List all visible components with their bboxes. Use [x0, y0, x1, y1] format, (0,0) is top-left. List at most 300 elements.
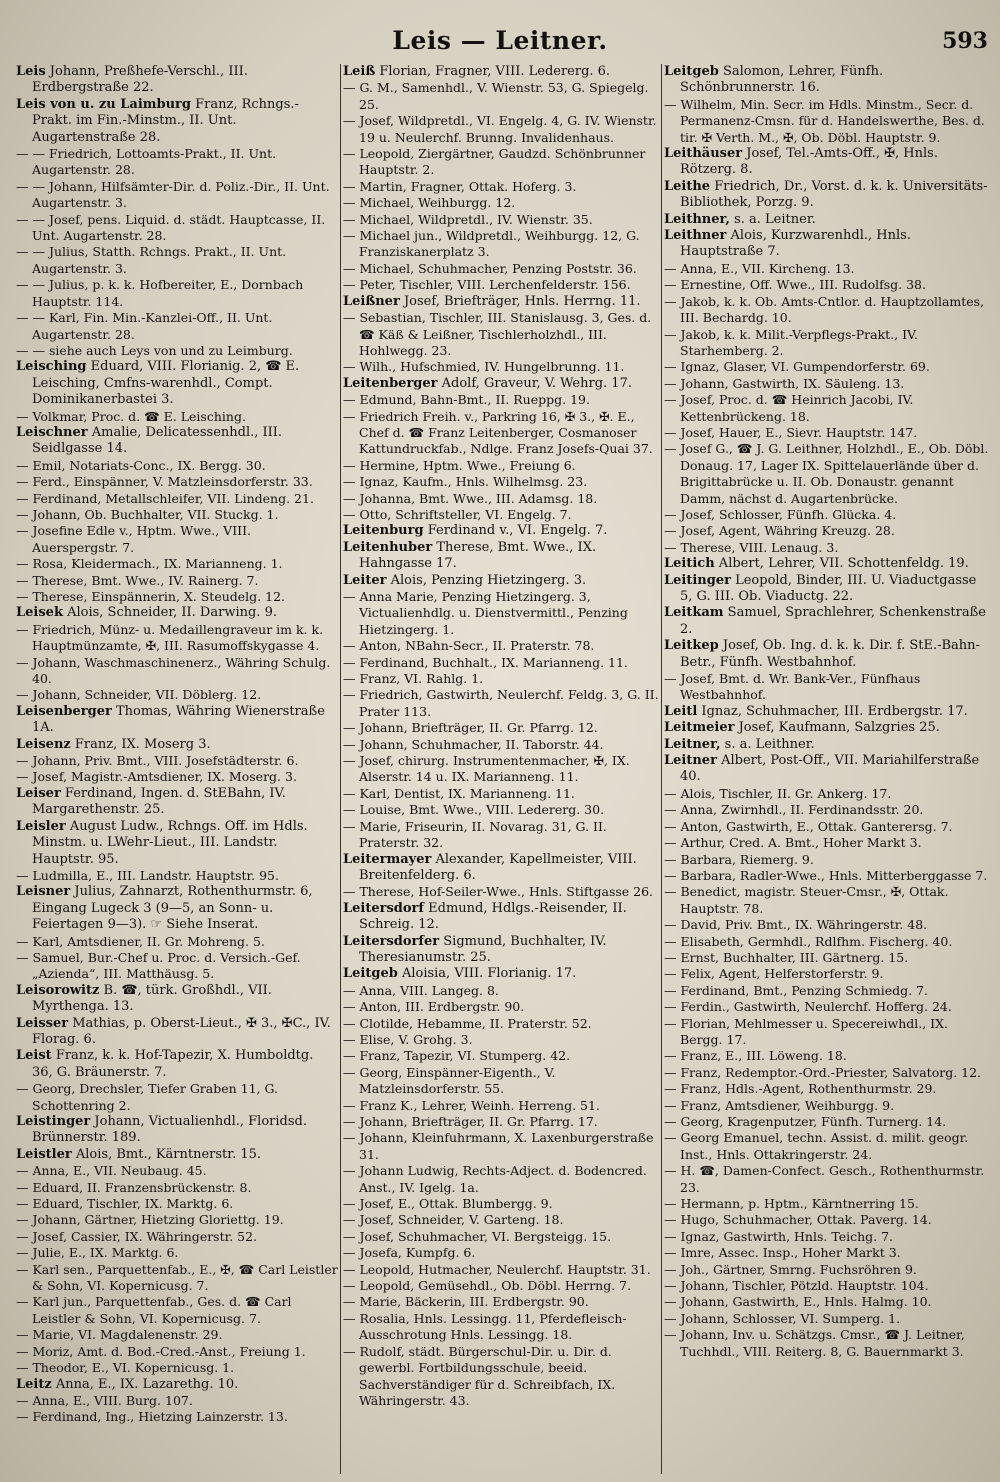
entry-details: — H. ☎, Damen-Confect. Gesch., Rothenthurmstr. 23. [664, 1163, 985, 1195]
entry-details: — Moriz, Amt. d. Bod.-Cred.-Anst., Freiung 1. [16, 1343, 306, 1359]
entry-surname: Leisenz [16, 736, 71, 752]
entry-details: Adolf, Graveur, V. Wehrg. 17. [437, 375, 632, 391]
entry-details: — Johann, Briefträger, II. Gr. Pfarrg. 17. [343, 1114, 598, 1129]
entry-details: — Johann, Schneider, VII. Döblerg. 12. [16, 687, 262, 703]
entry-details: — Johann, Schuhmacher, II. Taborstr. 44. [343, 736, 604, 752]
entry-details: — Josef, Schneider, V. Garteng. 18. [343, 1212, 564, 1228]
entry-details: — Josef, E., Ottak. Blumbergg. 9. [343, 1196, 553, 1212]
directory-entry [16, 1048, 338, 1081]
entry-details: Franz, k. k. Hof-Tapezir, X. Humboldtg. 36, G. Bräunerstr. 7. [32, 1048, 314, 1080]
entry-details: — Felix, Agent, Helferstorferstr. 9. [664, 966, 884, 982]
column-1 [16, 64, 338, 1474]
entry-details: — Leopold, Gemüsehdl., Ob. Döbl. Herrng. 7. [343, 1278, 632, 1294]
entry-details: — Eduard, II. Franzensbrückenstr. 8. [16, 1179, 252, 1195]
directory-entry [664, 1294, 990, 1310]
entry-details: — Marie, Friseurin, II. Novarag. 31, G. II. Praterstr. 32. [343, 818, 607, 851]
entry-details: — Louise, Bmt. Wwe., VIII. Ledererg. 30. [343, 802, 605, 818]
directory-entry [664, 786, 990, 802]
entry-details: Mathias, p. Oberst-Lieut., ✠ 3., ✠C., IV. Florag. 6. [32, 1015, 331, 1047]
entry-details: Johann, Preßhefe-Verschl., III. Erdbergstraße 22. [32, 64, 248, 96]
directory-entry [16, 212, 338, 245]
entry-details: Josef, Ob. Ing. d. k. k. Dir. f. StE.-Bahn-Betr., Fünfh. Westbahnhof. [680, 638, 980, 670]
entry-details: — Karl, Dentist, IX. Marianneng. 11. [343, 785, 575, 801]
entry-details: — Ferdinand, Ing., Hietzing Lainzerstr. 13. [16, 1409, 288, 1425]
directory-entry [343, 409, 659, 458]
entry-details: — Otto, Schriftsteller, VI. Engelg. 7. [343, 506, 572, 522]
directory-entry [343, 491, 659, 507]
directory-entry [343, 1262, 659, 1278]
entry-details: — Franz, Hdls.-Agent, Rothenthurmstr. 29. [664, 1081, 937, 1097]
entry-surname: Leißner [343, 293, 400, 309]
entry-details: — Johann, Schlosser, VI. Sumperg. 1. [664, 1310, 901, 1326]
directory-entry [664, 179, 990, 212]
entry-surname: Leitner [664, 753, 717, 769]
column-3 [664, 64, 990, 1474]
directory-entry [664, 1098, 990, 1114]
entry-details: — Josef, chirurg. Instrumentenmacher, ✠, IX. Alserstr. 14 u. IX. Marianneng. 11. [343, 753, 630, 785]
entry-details: Johann, Victualienhdl., Floridsd. Brünnerstr. 189. [32, 1114, 307, 1146]
entry-details: — Friedrich, Gastwirth, Neulerchf. Feldg. 3, G. II. Prater 113. [343, 687, 659, 719]
directory-entry [664, 392, 990, 425]
directory-entry [343, 310, 659, 359]
directory-entry [664, 228, 990, 261]
entry-surname: Leitermayer [343, 851, 432, 867]
entry-details: — Johann, Gastwirth, E., Hnls. Halmg. 10. [664, 1294, 932, 1310]
directory-entry [16, 819, 338, 868]
directory-entry [343, 392, 659, 408]
directory-entry [16, 97, 338, 146]
directory-entry [664, 704, 990, 720]
directory-entry [16, 310, 338, 343]
entry-details: — Franz, VI. Rahlg. 1. [343, 671, 484, 687]
directory-entry [16, 1081, 338, 1114]
entry-details: — Josef, Wildpretdl., VI. Engelg. 4, G. IV. Wienstr. 19 u. Neulerchf. Brunng. Invalidenhaus. [343, 113, 657, 145]
entry-details: — Florian, Mehlmesser u. Specereiwhdl., IX. Bergg. 17. [664, 1015, 948, 1047]
directory-entry [664, 1262, 990, 1278]
entry-details: — Ferd., Einspänner, V. Matzleinsdorferstr. 33. [16, 474, 313, 490]
directory-entry [343, 507, 659, 523]
directory-entry [16, 884, 338, 933]
directory-entry [664, 212, 990, 228]
entry-details: B. ☎, türk. Großhdl., VII. Myrthenga. 13. [32, 982, 272, 1015]
directory-entry [16, 425, 338, 458]
directory-entry [16, 769, 338, 785]
directory-entry [16, 655, 338, 688]
directory-entry [16, 1163, 338, 1179]
directory-entry [16, 1212, 338, 1228]
entry-details: — Johann, Kleinfuhrmann, X. Laxenburgerstraße 31. [343, 1130, 654, 1162]
directory-entry [664, 917, 990, 933]
entry-details: — Friedrich Freih. v., Parkring 16, ✠ 3., ✠. E., Chef d. ☎ Franz Leitenberger, Cosmanoser Kattundruckfab., Ndlge. Franz Josefs-Quai 37. [343, 408, 653, 457]
entry-surname: Leitkep [664, 638, 719, 654]
directory-entry [664, 277, 990, 293]
directory-entry [343, 687, 659, 720]
directory-entry [664, 97, 990, 146]
entry-details: Alois, Bmt., Kärntnerstr. 15. [71, 1146, 262, 1162]
directory-entry [664, 852, 990, 868]
directory-entry [343, 1032, 659, 1048]
entry-details: — Georg Emanuel, techn. Assist. d. milit. geogr. Inst., Hnls. Ottakringerstr. 24. [664, 1130, 969, 1162]
entry-details: — Anton, III. Erdbergstr. 90. [343, 999, 525, 1015]
entry-details: — Samuel, Bur.-Chef u. Proc. d. Versich.-Gef. „Azienda“, III. Matthäusg. 5. [16, 949, 301, 982]
entry-details: — Sebastian, Tischler, III. Stanislausg. 3, Ges. d. ☎ Käß & Leißner, Tischlerholzhdl., III. Hohlwegg. 23. [343, 310, 652, 358]
directory-entry [664, 1081, 990, 1097]
entry-details: — Johann, Gastwirth, IX. Säuleng. 13. [664, 375, 905, 391]
directory-entry [343, 638, 659, 654]
directory-entry [664, 999, 990, 1015]
entry-details: — Rosalia, Hnls. Lessingg. 11, Pferdefleisch-Ausschrotung Hnls. Lessingg. 18. [343, 1310, 627, 1343]
directory-entry [16, 179, 338, 212]
directory-entry [16, 64, 338, 97]
entry-details: — Johann, Tischler, Pötzld. Hauptstr. 104. [664, 1278, 929, 1294]
entry-details: — Peter, Tischler, VIII. Lerchenfelderstr. 156. [343, 277, 631, 293]
entry-details: — Therese, VIII. Lenaug. 3. [664, 539, 839, 555]
entry-details: — Martin, Fragner, Ottak. Hoferg. 3. [343, 178, 577, 194]
entry-surname: Leitkam [664, 605, 724, 621]
entry-details: Eduard, VIII. Florianig. 2, ☎ E. Leisching, Cmfns-warenhdl., Compt. Dominikanerbastei 3. [32, 359, 300, 408]
entry-details: — Johann, Ob. Buchhalter, VII. Stuckg. 1. [16, 506, 279, 522]
entry-details: — Franz, Amtsdiener, Weihburgg. 9. [664, 1097, 895, 1113]
directory-entry [16, 983, 338, 1016]
directory-entry [16, 753, 338, 769]
directory-entry [343, 901, 659, 934]
entry-details: — Anna, E., VII. Neubaug. 45. [16, 1163, 207, 1179]
entry-details: — Josef, Schuhmacher, VI. Bergsteigg. 15. [343, 1228, 612, 1244]
directory-entry [16, 573, 338, 589]
entry-details: — Karl, Amtsdiener, II. Gr. Mohreng. 5. [16, 933, 265, 949]
directory-entry [664, 983, 990, 999]
directory-entry [343, 819, 659, 852]
column-divider [340, 64, 341, 1474]
directory-entry [343, 671, 659, 687]
directory-entry [343, 1016, 659, 1032]
directory-entry [343, 277, 659, 293]
entry-details: — Marie, Bäckerin, III. Erdbergstr. 90. [343, 1294, 589, 1310]
entry-details: — Joh., Gärtner, Smrng. Fuchsröhren 9. [664, 1261, 917, 1277]
entry-details: — Ignaz, Glaser, VI. Gumpendorferstr. 69. [664, 359, 930, 375]
entry-surname: Leitenburg [343, 523, 424, 539]
entry-details: — Rosa, Kleidermach., IX. Marianneng. 1. [16, 556, 283, 572]
directory-entry [664, 671, 990, 704]
directory-entry [343, 589, 659, 638]
entry-details: Alexander, Kapellmeister, VIII. Breitenfelderg. 6. [359, 851, 637, 883]
directory-entry [16, 704, 338, 737]
directory-entry [16, 409, 338, 425]
entry-details: — Wilhelm, Min. Secr. im Hdls. Minstm., Secr. d. Permanenz-Cmsn. für d. Handelswerthe, Bes. d. tir. ✠ Verth. M., ✠, Ob. Döbl. Hauptstr. 9. [664, 96, 985, 145]
directory-entry [664, 327, 990, 360]
entry-details: Friedrich, Dr., Vorst. d. k. k. Universitäts-Bibliothek, Porzg. 9. [680, 178, 988, 211]
entry-details: Alois, Schneider, II. Darwing. 9. [62, 605, 277, 621]
entry-details: — Josefine Edle v., Hptm. Wwe., VIII. Auerspergstr. 7. [16, 523, 251, 555]
entry-details: — Emil, Notariats-Conc., IX. Bergg. 30. [16, 457, 266, 473]
entry-surname: Leis [16, 64, 46, 79]
entry-details: — — siehe auch Leys von und zu Leimburg. [16, 342, 293, 358]
entry-surname: Leitich [664, 556, 715, 572]
directory-entry [343, 786, 659, 802]
directory-entry [343, 474, 659, 490]
directory-entry [664, 573, 990, 606]
directory-entry [343, 1229, 659, 1245]
directory-entry [16, 244, 338, 277]
directory-entry [664, 753, 990, 786]
entry-details: — Michael, Schuhmacher, Penzing Poststr. 36. [343, 260, 637, 276]
entry-details: — Friedrich, Münz- u. Medaillengraveur im k. k. Hauptmünzamte, ✠, III. Rasumoffskygasse 4. [16, 621, 324, 654]
directory-entry [664, 802, 990, 818]
entry-details: — Ernestine, Off. Wwe., III. Rudolfsg. 38. [664, 277, 926, 293]
directory-entry [16, 589, 338, 605]
entry-details: — Anna, E., VIII. Burg. 107. [16, 1392, 193, 1408]
directory-entry [664, 605, 990, 638]
page-number: 593 [942, 28, 988, 54]
entry-details: — Ferdin., Gastwirth, Neulerchf. Hofferg. 24. [664, 999, 952, 1015]
directory-entry [664, 884, 990, 917]
entry-details: — Ignaz, Kaufm., Hnls. Wilhelmsg. 23. [343, 474, 588, 490]
directory-entry [343, 1114, 659, 1130]
entry-details: — Michael, Wildpretdl., IV. Wienstr. 35. [343, 211, 593, 227]
directory-entry [664, 934, 990, 950]
entry-details: — Johann, Briefträger, II. Gr. Pfarrg. 12. [343, 720, 598, 736]
entry-details: — Ferdinand, Bmt., Penzing Schmiedg. 7. [664, 982, 928, 998]
entry-details: — Marie, VI. Magdalenenstr. 29. [16, 1327, 223, 1343]
entry-details: Alois, Penzing Hietzingerg. 3. [386, 572, 587, 588]
entry-details: — Barbara, Radler-Wwe., Hnls. Mitterberggasse 7. [664, 867, 988, 883]
directory-entry [16, 868, 338, 884]
directory-entry [343, 359, 659, 375]
entry-details: Anna, E., IX. Lazarethg. 10. [51, 1376, 239, 1392]
entry-details: — Ferdinand, Buchhalt., IX. Marianneng. 11. [343, 654, 628, 670]
directory-entry [16, 523, 338, 556]
directory-entry [664, 1245, 990, 1261]
entry-details: — Hermine, Hptm. Wwe., Freiung 6. [343, 457, 576, 473]
entry-details: — Wilh., Hufschmied, IV. Hungelbrunng. 11. [343, 359, 625, 375]
entry-details: — Georg, Drechsler, Tiefer Graben 11, G. Schottenring 2. [16, 1081, 279, 1113]
directory-entry [664, 1163, 990, 1196]
directory-entry [16, 1344, 338, 1360]
directory-entry [664, 1016, 990, 1049]
entry-surname: Leitersdorf [343, 900, 424, 916]
entry-surname: Leisorowitz [16, 982, 100, 998]
directory-entry [664, 868, 990, 884]
entry-details: — Volkmar, Proc. d. ☎ E. Leisching. [16, 408, 246, 424]
directory-entry [664, 441, 990, 507]
entry-surname: Leisler [16, 818, 66, 834]
directory-entry [343, 966, 659, 982]
entry-details: — Theodor, E., VI. Kopernicusg. 1. [16, 1360, 235, 1376]
directory-entry [664, 638, 990, 671]
entry-details: — Anna Marie, Penzing Hietzingerg. 3, Victualienhdlg. u. Dienstvermittl., Penzing Hietzingerg. 1. [343, 589, 628, 637]
directory-entry [16, 934, 338, 950]
entry-details: — Anton, Gastwirth, E., Ottak. Ganterersg. 7. [664, 818, 953, 834]
entry-details: Ignaz, Schuhmacher, III. Erdbergstr. 17. [697, 703, 968, 719]
directory-entry [16, 605, 338, 621]
directory-entry [343, 884, 659, 900]
entry-details: — Hugo, Schuhmacher, Ottak. Paverg. 14. [664, 1212, 932, 1228]
directory-entry [16, 1016, 338, 1049]
entry-details: Samuel, Sprachlehrer, Schenkenstraße 2. [680, 605, 986, 637]
entry-details: Ferdinand v., VI. Engelg. 7. [423, 523, 608, 539]
page-header [0, 22, 1000, 62]
entry-details: — Franz, Redemptor.-Ord.-Priester, Salvatorg. 12. [664, 1064, 982, 1080]
entry-details: — — Julius, p. k. k. Hofbereiter, E., Dornbach Hauptstr. 114. [16, 277, 304, 309]
directory-entry [343, 523, 659, 539]
directory-entry [664, 1065, 990, 1081]
entry-details: — Therese, Bmt. Wwe., IV. Rainerg. 7. [16, 572, 259, 588]
directory-entry [16, 1229, 338, 1245]
entry-surname: Leitenberger [343, 375, 438, 391]
entry-surname: Leiter [343, 572, 387, 588]
directory-entry [343, 1344, 659, 1410]
directory-entry [343, 655, 659, 671]
entry-details: Therese, Bmt. Wwe., IX. Hahngasse 17. [359, 539, 597, 572]
entry-details: — Arthur, Cred. A. Bmt., Hoher Markt 3. [664, 835, 922, 851]
directory-entry [16, 687, 338, 703]
entry-details: — Georg, Kragenputzer, Fünfh. Turnerg. 14. [664, 1114, 947, 1129]
entry-details: — Johann, Inv. u. Schätzgs. Cmsr., ☎ J. Leitner, Tuchhdl., VIII. Reiterg. 8, G. Bauernmarkt 3. [664, 1327, 965, 1359]
directory-entry [664, 359, 990, 375]
entry-details: — Johann, Priv. Bmt., VIII. Josefstädterstr. 6. [16, 753, 299, 769]
directory-entry [343, 113, 659, 146]
directory-entry [16, 359, 338, 408]
directory-entry [343, 1311, 659, 1344]
directory-entry [664, 376, 990, 392]
directory-entry [343, 1130, 659, 1163]
entry-details: Albert, Lehrer, VII. Schottenfeldg. 19. [714, 556, 969, 572]
entry-surname: Leist [16, 1048, 52, 1064]
entry-details: — — Julius, Statth. Rchngs. Prakt., II. Unt. Augartenstr. 3. [16, 244, 287, 276]
entry-surname: Leitgeb [664, 64, 719, 79]
directory-entry [343, 720, 659, 736]
entry-details: — Barbara, Riemerg. 9. [664, 851, 814, 867]
directory-entry [664, 1229, 990, 1245]
entry-details: Sigmund, Buchhalter, IV. Theresianumstr. 25. [359, 933, 607, 965]
entry-details: — Franz K., Lehrer, Weinh. Herreng. 51. [343, 1097, 600, 1113]
entry-surname: Leitz [16, 1376, 52, 1392]
entry-details: — Josef, Magistr.-Amtsdiener, IX. Moserg. 3. [16, 769, 297, 785]
directory-entry [16, 786, 338, 819]
directory-entry [343, 64, 659, 80]
entry-details: Josef, Kaufmann, Salzgries 25. [734, 720, 940, 736]
entry-details: — Josefa, Kumpfg. 6. [343, 1245, 476, 1261]
entry-details: — David, Priv. Bmt., IX. Währingerstr. 48. [664, 917, 928, 933]
entry-details: — Josef, Bmt. d. Wr. Bank-Ver., Fünfhaus Westbahnhof. [664, 671, 921, 703]
directory-entry [343, 999, 659, 1015]
entry-surname: Leitl [664, 703, 698, 719]
entry-surname: Leithner [664, 228, 727, 244]
directory-entry [343, 294, 659, 310]
directory-entry [16, 343, 338, 359]
column-divider [661, 64, 662, 1474]
entry-surname: Leiser [16, 785, 61, 801]
entry-details: — — Karl, Fin. Min.-Kanzlei-Off., II. Unt. Augartenstr. 28. [16, 310, 273, 342]
directory-entry [343, 1294, 659, 1310]
directory-entry [664, 425, 990, 441]
entry-details: — Michael, Weihburgg. 12. [343, 195, 516, 211]
entry-details: — Michael jun., Wildpretdl., Weihburgg. 12, G. Franziskanerplatz 3. [343, 228, 640, 260]
directory-entry [664, 146, 990, 179]
directory-entry [343, 737, 659, 753]
directory-entry [664, 835, 990, 851]
entry-details: Josef, Briefträger, Hnls. Herrng. 11. [399, 293, 641, 309]
directory-entry [16, 491, 338, 507]
entry-details: — Hermann, p. Hptm., Kärntnerring 15. [664, 1196, 919, 1212]
directory-entry [343, 212, 659, 228]
entry-surname: Leis von u. zu Laimburg [16, 96, 191, 112]
entry-details: — Leopold, Ziergärtner, Gaudzd. Schönbrunner Hauptstr. 2. [343, 146, 646, 178]
column-2 [343, 64, 659, 1474]
entry-surname: Leitgeb [343, 966, 398, 982]
directory-entry [343, 146, 659, 179]
directory-entry [664, 966, 990, 982]
entry-details: — Johanna, Bmt. Wwe., III. Adamsg. 18. [343, 490, 598, 506]
entry-surname: Leitenhuber [343, 539, 433, 555]
directory-entry [664, 1130, 990, 1163]
directory-entry [16, 1393, 338, 1409]
entry-details: Alois, Kurzwarenhdl., Hnls. Hauptstraße 7. [680, 228, 911, 260]
directory-entry [16, 458, 338, 474]
entry-details: — Jakob, k. k. Ob. Amts-Cntlor. d. Hauptzollamtes, III. Bechardg. 10. [664, 293, 985, 326]
directory-entry [16, 622, 338, 655]
directory-entry [16, 1245, 338, 1261]
directory-entry [16, 277, 338, 310]
entry-details: Ferdinand, Ingen. d. StEBahn, IV. Margarethenstr. 25. [32, 785, 286, 818]
entry-surname: Leithe [664, 178, 711, 194]
entry-surname: Leistinger [16, 1114, 91, 1129]
entry-details: Edmund, Hdlgs.-Reisender, II. Schreig. 12. [359, 900, 627, 933]
directory-entry [343, 1048, 659, 1064]
entry-details: Thomas, Währing Wienerstraße 1A. [32, 703, 325, 736]
directory-entry [664, 523, 990, 539]
entry-details: — Elisabeth, Germhdl., Rdlfhm. Fischerg. 40. [664, 933, 953, 949]
entry-details: — Johann Ludwig, Rechts-Adject. d. Bodencred. Anst., IV. Igelg. 1a. [343, 1163, 647, 1195]
directory-entry [343, 376, 659, 392]
entry-details: — Therese, Hof-Seiler-Wwe., Hnls. Stiftgasse 26. [343, 884, 654, 900]
entry-details: — G. M., Samenhdl., V. Wienstr. 53, G. Spiegelg. 25. [343, 80, 649, 112]
entry-details: — Josef, Agent, Währing Kreuzg. 28. [664, 523, 895, 539]
entry-surname: Leithner, [664, 211, 730, 227]
entry-details: Leopold, Binder, III. U. Viaductgasse 5, G. III. Ob. Viaductg. 22. [680, 572, 977, 604]
entry-details: s. a. Leitner. [729, 211, 816, 227]
directory-entry [16, 1327, 338, 1343]
entry-surname: Leistler [16, 1146, 72, 1162]
entry-details: — Ernst, Buchhalter, III. Gärtnerg. 15. [664, 949, 909, 965]
directory-entry [16, 737, 338, 753]
directory-entry [343, 1098, 659, 1114]
entry-details: — Josef, Schlosser, Fünfh. Glücka. 4. [664, 506, 897, 522]
directory-entry [343, 540, 659, 573]
directory-entry [343, 852, 659, 885]
directory-entry [343, 261, 659, 277]
directory-entry [343, 934, 659, 967]
entry-details: — Ludmilla, E., III. Landstr. Hauptstr. 95. [16, 867, 279, 883]
directory-entry [664, 819, 990, 835]
directory-entry [664, 540, 990, 556]
directory-entry [16, 1180, 338, 1196]
directory-entry [664, 720, 990, 736]
directory-entry [664, 950, 990, 966]
entry-details: — Karl jun., Parquettenfab., Ges. d. ☎ Carl Leistler & Sohn, VI. Kopernicusg. 7. [16, 1294, 292, 1326]
entry-surname: Leitersdorfer [343, 933, 440, 949]
entry-details: — Karl sen., Parquettenfab., E., ✠, ☎ Carl Leistler & Sohn, VI. Kopernicusg. 7. [16, 1261, 338, 1294]
entry-details: Aloisia, VIII. Florianig. 17. [397, 966, 577, 982]
directory-entry [16, 507, 338, 523]
directory-entry [664, 507, 990, 523]
entry-details: — Anton, NBahn-Secr., II. Praterstr. 78. [343, 638, 595, 654]
entry-surname: Leisenberger [16, 703, 112, 719]
running-head-title: Leis — Leitner. [392, 26, 608, 55]
entry-details: — Johann, Waschmaschinenerz., Währing Schulg. 40. [16, 654, 331, 687]
entry-details: — Jakob, k. k. Milit.-Verpflegs-Prakt., IV. Starhemberg. 2. [664, 326, 918, 358]
entry-details: August Ludw., Rchngs. Off. im Hdls. Minstm. u. LWehr-Lieut., III. Landstr. Hauptstr. 95. [32, 818, 308, 867]
